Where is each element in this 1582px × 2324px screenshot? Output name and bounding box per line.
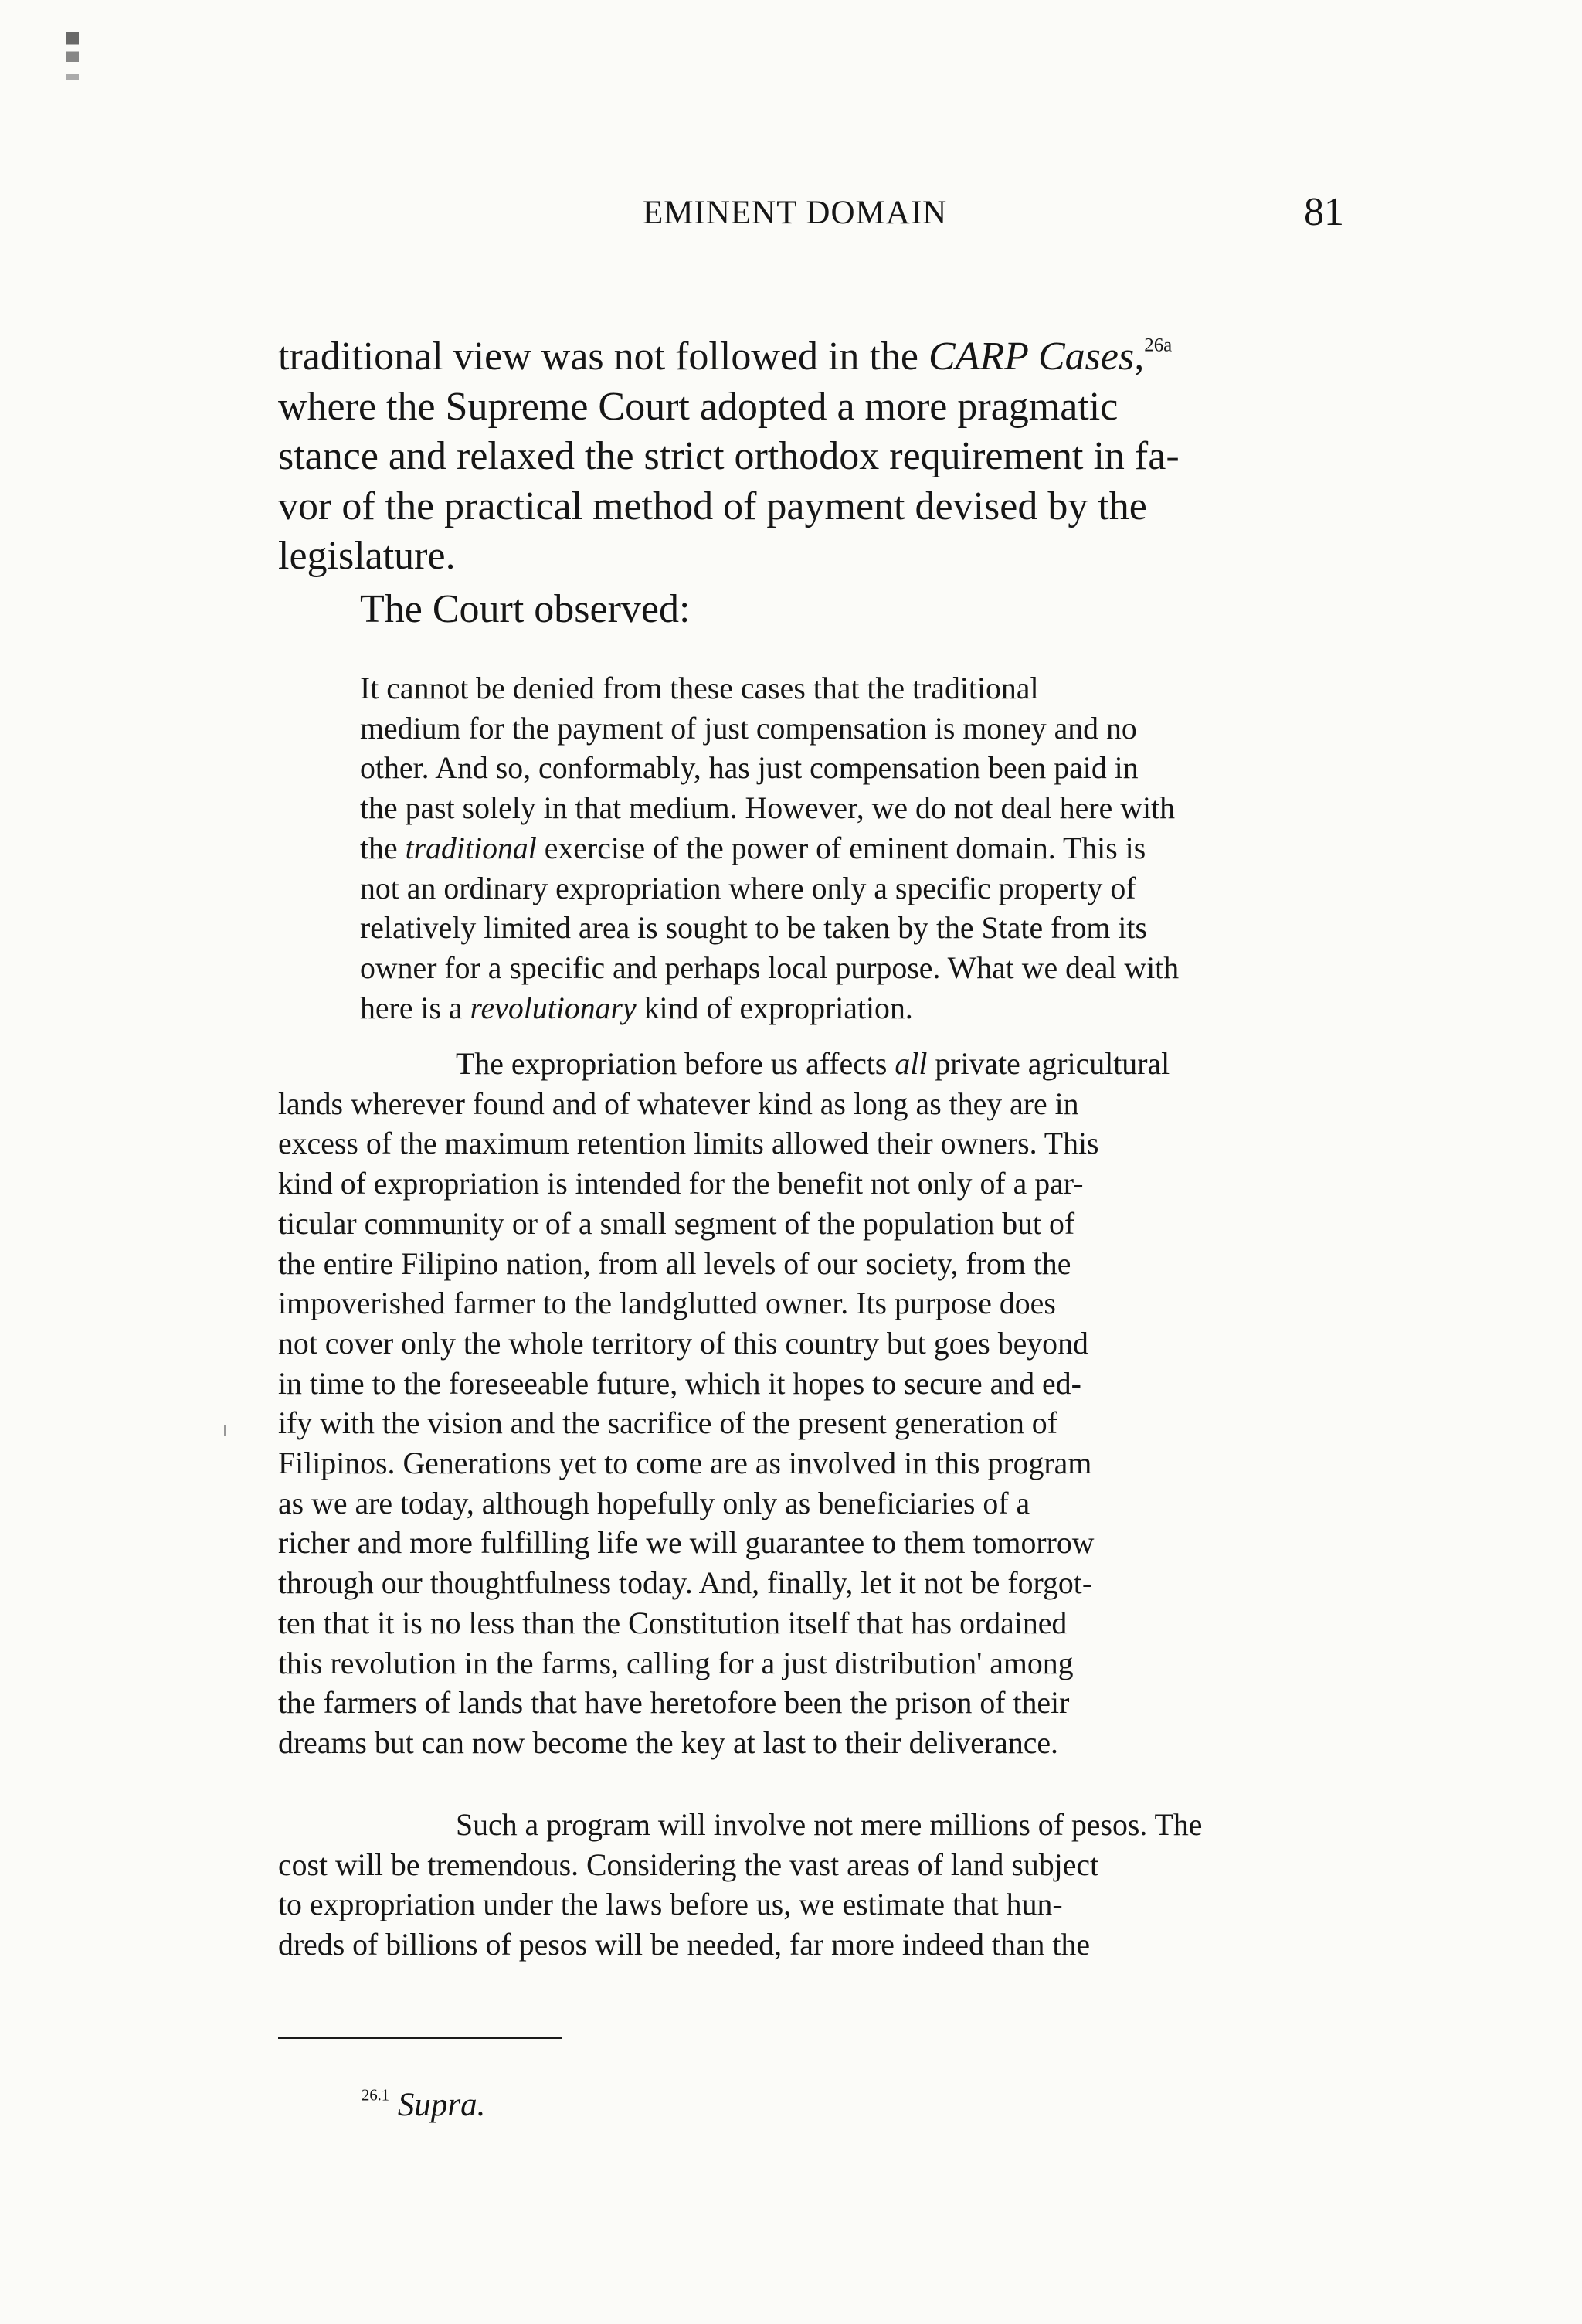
quote-text: It cannot be denied from these cases that the traditional medium for the payment of just compensation is money and no other. And so, conformably, has just compensation been paid in the past solely in that medium. However, we do not deal here with the	[360, 671, 1175, 865]
body-text: where the Supreme Court adopted a more pragmatic stance and relaxed the strict orthodox requirement in fa- vor of the practical method of payment devised by the legislature.	[278, 384, 1180, 578]
body-paragraph-2: The Court observed:	[360, 587, 691, 631]
block-quote-paragraph-3: Such a program will involve not mere millions of pesos. The cost will be tremendous. Considering the vast areas of land subject to expropriation under the laws before us, we estimate that hun- dreds of billions of pesos will be needed, far more indeed than the	[278, 1808, 1203, 1962]
footnote-text: Supra.	[397, 2087, 486, 2123]
body-paragraph-1	[278, 332, 1344, 582]
quote-italic: revolutionary	[470, 990, 637, 1025]
footnote-marker: 26.1	[362, 2087, 390, 2105]
quote-text: exercise of the power of eminent domain. This is not an ordinary expropriation where only a specific property of relatively limited area is sought to be taken by the State from its owner for a specific and perhaps local purpose. What we deal with here is a	[360, 831, 1180, 1025]
quote-italic: traditional	[405, 831, 537, 865]
footnote	[362, 2086, 485, 2124]
scan-artifact	[66, 32, 79, 119]
quote-italic: all	[895, 1047, 928, 1081]
running-head: EMINENT DOMAIN	[643, 195, 948, 231]
block-quote-paragraph-1	[360, 669, 1343, 1028]
quote-text: kind of expropriation.	[636, 990, 913, 1025]
body-text: traditional view was not followed in the	[278, 335, 928, 379]
footnote-reference: 26a	[1144, 335, 1173, 356]
page-header	[309, 189, 1344, 243]
page-number: 81	[1304, 190, 1344, 234]
block-quote-paragraph-2	[278, 1045, 1343, 1764]
quote-text: The expropriation before us affects	[456, 1047, 895, 1081]
footnote-rule	[278, 2037, 562, 2039]
quote-text: private agricultural lands wherever found and of whatever kind as long as they are in excess of the maximum retention limits allowed their owners. This kind of expropriation is intended for the benefit not only of a par- ticular community or of a small segment of the population but of the entire Filipino nation, from all levels of our society, from the impoverished farmer to the landglutted owner. Its purpose does not cover only the whole territory of this country but goes beyond in time to the foreseeable future, which it hopes to secure and ed- ify with the vision and the sacrifice of the present generation of Filipinos. Generations yet to come are as involved in this program as we are today, although hopefully only as beneficiaries of a richer and more fulfilling life we will guarantee to them tomorrow through our thoughtfulness today. And, finally, let it not be forgot- ten that it is no less than the Constitution itself that has ordained this revolution in the farms, calling for a just distribution' among the farmers of lands that have heretofore been the prison of their dreams but can now become the key at last to their deliverance.	[278, 1047, 1170, 1760]
case-name-italic: CARP Cases,	[928, 335, 1145, 379]
margin-mark	[224, 1425, 226, 1436]
